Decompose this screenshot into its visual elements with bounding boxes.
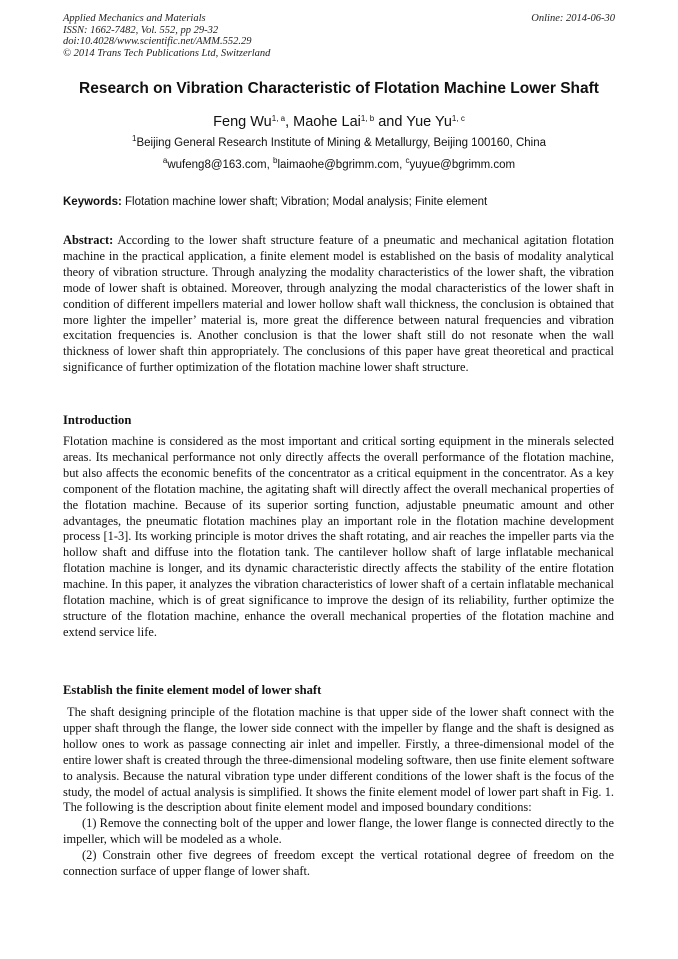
author-list [40,114,638,130]
email-superscript: b [273,156,278,165]
abstract-label: Abstract: [63,233,114,247]
boundary-condition-2: (2) Constrain other five degrees of freedom except the vertical rotational degree of freedom on the connection surface of upper flange of lower shaft. [63,848,614,879]
author-superscript: 1, c [451,114,465,123]
journal-copyright: © 2014 Trans Tech Publications Ltd, Switzerland [63,47,271,59]
affiliation [40,134,638,149]
author-name: Yue Yu [406,114,452,130]
author-name: Feng Wu [213,114,272,130]
email-link[interactable]: yuyue@bgrimm.com [409,159,516,171]
journal-issn: ISSN: 1662-7482, Vol. 552, pp 29-32 [63,24,219,36]
keywords-label: Keywords: [63,196,122,208]
email-list [40,156,638,171]
author-conjunction: and [374,114,407,130]
author-superscript: 1, b [360,114,375,123]
email-separator: , [399,159,406,171]
section-heading-finite-element: Establish the finite element model of lower shaft [63,683,322,697]
journal-header [63,13,270,59]
author-superscript: 1, a [271,114,286,123]
finite-element-section [63,705,614,880]
email-superscript: c [405,156,410,165]
abstract [63,233,614,376]
email-link[interactable]: laimaohe@bgrimm.com [277,159,400,171]
abstract-text: According to the lower shaft structure feature of a pneumatic and mechanical agitation flotation machine in the practical application, a finite element model is established on the basis of modality analytical theory of vibration structure. Through analyzing the modality characteristics of the lower shaft, the vibration mode of lower shaft is obtained. Moreover, through analyzing the modal characteristics of the lower shaft in condition of different impellers material and lower hollow shaft wall thickness, the conclusion is obtained that more lighter the impeller’ material is, more great the difference between natural frequencies and vibration excitation frequencies is. Another conclusion is that the lower shaft still do not resonate when the wall thickness of lower shaft thin appropriately. The conclusions of this paper have great theoretical and practical significance of further optimization of the flotation machine lower shaft structure. [63,233,614,375]
email-link[interactable]: wufeng8@163.com [167,159,267,171]
affiliation-text: Beijing General Research Institute of Mining & Metallurgy, Beijing 100160, China [136,137,546,149]
email-superscript: a [162,156,168,165]
author-name: Maohe Lai [293,114,361,130]
online-date: Online: 2014-06-30 [531,13,615,24]
journal-name: Applied Mechanics and Materials [63,13,206,24]
paper-title: Research on Vibration Characteristic of Flotation Machine Lower Shaft [79,80,599,97]
section-heading-introduction: Introduction [63,413,132,427]
author-separator: , [285,114,294,130]
introduction-paragraph: Flotation machine is considered as the most important and critical sorting equipment in the minerals selected areas. Its mechanical performance not only directly affects the overall performance of the flotation machine, but also affects the economic benefits of the concentrator as a critical equipment in the concentrator. As a key component of the flotation machine, the agitating shaft will directly affect the overall mechanical properties of the flotation machine. Because of its superior sorting function, adjustable pneumatic amount and other advantages, the pneumatic flotation machines play an important role in the flotation machine development process [1-3]. Its working principle is motor drives the shaft rotating, and air reaches the impeller parts via the hollow shaft and diffuse into the flotation tank. The cantilever hollow shaft of large inflatable mechanical flotation machine is longer, and its dynamic characteristic directly affects the stability of the entire flotation machine. In this paper, it analyzes the vibration characteristics of lower shaft of a certain inflatable mechanical flotation machine, which is of great significance to improve the design of its reliability, further optimize the structure of the flotation machine, enhance the overall mechanical properties of the flotation machine and extend service life. [63,434,614,639]
journal-doi: doi:10.4028/www.scientific.net/AMM.552.29 [63,36,252,47]
finite-element-paragraph: The shaft designing principle of the flotation machine is that upper side of the lower shaft connect with the upper shaft through the flange, the lower side connect with the impeller by flange and the shaft is designed as hollow ones to work as passage connecting air inlet and impeller. Firstly, a three-dimensional model of the entire lower shaft is created through the three-dimensional modeling software, then use finite element software to analysis. Because the natural vibration type under different conditions of the lower shaft is the focus of the study, the model of actual analysis is simplified. It shows the finite element model of lower part shaft in Fig. 1. The following is the description about finite element model and imposed boundary conditions: [63,705,614,815]
keywords-text: Flotation machine lower shaft; Vibration; Modal analysis; Finite element [121,196,488,208]
keywords [63,196,623,208]
boundary-condition-1: (1) Remove the connecting bolt of the upper and lower flange, the lower flange is connected directly to the impeller, which will be modeled as a whole. [63,816,614,847]
affiliation-superscript: 1 [132,134,137,143]
email-separator: , [266,159,274,171]
